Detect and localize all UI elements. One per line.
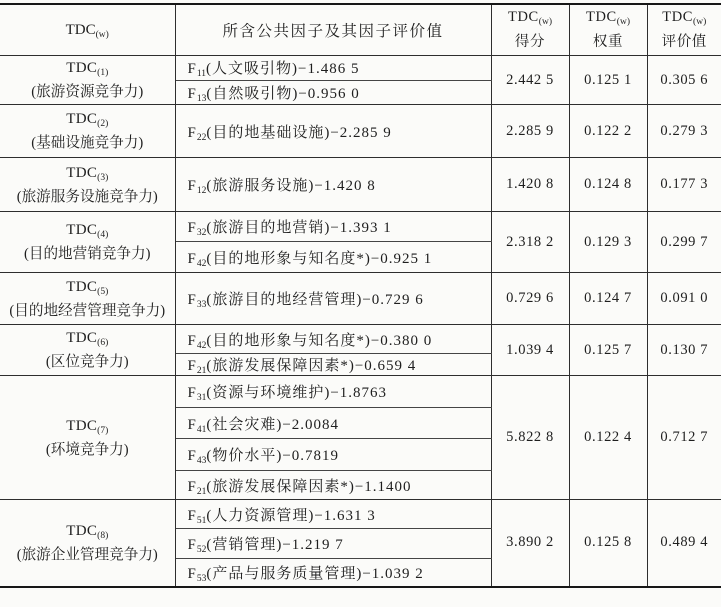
factor-text: (物价水平)−0.7819 — [206, 448, 340, 464]
factor-text: (资源与环境维护)−1.8763 — [206, 385, 388, 401]
group-id: $TDC_{(2)}$ — [66, 111, 109, 129]
factor-cell — [175, 56, 491, 81]
group-id: $TDC_{(5)}$ — [66, 278, 109, 297]
factor-code: $F_{43}$ — [187, 448, 207, 466]
group-2-label — [0, 105, 175, 158]
factor-code: $F_{53}$ — [187, 565, 207, 584]
factor-text: (营销管理)−1.219 7 — [206, 537, 344, 553]
group-id: $TDC_{(6)}$ — [66, 330, 109, 348]
factor-text: (目的地形象与知名度*)−0.925 1 — [206, 250, 433, 267]
header-score — [491, 4, 569, 56]
table-row — [0, 500, 721, 529]
group-4-weight: 0.129 3 — [569, 212, 647, 273]
group-name: (基础设施竞争力) — [31, 135, 144, 151]
header-eval — [647, 4, 721, 56]
factor-text: (旅游目的地营销)−1.393 1 — [206, 220, 392, 236]
factor-cell — [175, 80, 491, 105]
table-row — [0, 56, 721, 81]
group-7-eval: 0.712 7 — [647, 376, 721, 500]
group-3-weight: 0.124 8 — [569, 158, 647, 212]
group-2-score: 2.285 9 — [491, 105, 569, 158]
factor-text: (旅游发展保障因素*)−0.659 4 — [206, 358, 417, 374]
factor-cell — [175, 242, 491, 273]
factor-text: (社会灾难)−2.0084 — [206, 416, 340, 433]
factor-code: $F_{22}$ — [187, 124, 207, 143]
factor-code: $F_{32}$ — [187, 220, 207, 238]
group-name: (旅游企业管理竞争力) — [16, 546, 158, 563]
factor-cell — [175, 500, 491, 529]
group-id: $TDC_{(8)}$ — [66, 522, 109, 541]
factor-code: $F_{21}$ — [187, 358, 207, 376]
group-3-eval: 0.177 3 — [647, 158, 721, 212]
group-id: $TDC_{(1)}$ — [66, 60, 109, 78]
factor-text: (目的地基础设施)−2.285 9 — [206, 124, 392, 141]
group-id: $TDC_{(4)}$ — [66, 222, 109, 240]
factor-code: $F_{42}$ — [187, 250, 207, 269]
header-eval-line2: 评价值 — [661, 34, 707, 50]
table-row — [0, 325, 721, 354]
header-weight-line2: 权重 — [592, 34, 624, 50]
group-5-label — [0, 273, 175, 325]
group-7-label — [0, 376, 175, 500]
factor-code: $F_{52}$ — [187, 537, 207, 555]
group-6-score: 1.039 4 — [491, 325, 569, 376]
group-5-weight: 0.124 7 — [569, 273, 647, 325]
factor-cell — [175, 105, 491, 158]
header-weight — [569, 4, 647, 56]
table-row — [0, 376, 721, 408]
factor-cell — [175, 529, 491, 559]
factor-code: $F_{12}$ — [187, 178, 207, 196]
group-name: (旅游服务设施竞争力) — [16, 188, 158, 205]
factor-code: $F_{42}$ — [187, 332, 207, 351]
group-5-eval: 0.091 0 — [647, 273, 721, 325]
group-1-score: 2.442 5 — [491, 56, 569, 105]
factor-text: (旅游服务设施)−1.420 8 — [206, 178, 376, 194]
factor-code: $F_{41}$ — [187, 416, 207, 435]
tdc-factor-table — [0, 3, 721, 588]
factor-cell — [175, 408, 491, 439]
group-name: (旅游资源竞争力) — [31, 84, 144, 100]
header-factors: 所含公共因子及其因子评价值 — [175, 4, 491, 56]
group-id: $TDC_{(3)}$ — [66, 164, 109, 183]
group-4-eval: 0.299 7 — [647, 212, 721, 273]
factor-cell — [175, 471, 491, 500]
factor-text: (人力资源管理)−1.631 3 — [206, 507, 376, 524]
group-name: (目的地营销竞争力) — [24, 246, 151, 262]
factor-cell — [175, 273, 491, 325]
group-7-weight: 0.122 4 — [569, 376, 647, 500]
group-6-weight: 0.125 7 — [569, 325, 647, 376]
factor-cell — [175, 559, 491, 587]
header-tdc-w — [0, 4, 175, 56]
group-3-score: 1.420 8 — [491, 158, 569, 212]
header-eval-line1: $TDC_{(w)}$ — [662, 9, 707, 27]
group-1-label — [0, 56, 175, 105]
group-5-score: 0.729 6 — [491, 273, 569, 325]
factor-cell — [175, 212, 491, 242]
group-4-score: 2.318 2 — [491, 212, 569, 273]
group-8-eval: 0.489 4 — [647, 500, 721, 587]
group-2-weight: 0.122 2 — [569, 105, 647, 158]
header-row — [0, 4, 721, 56]
header-score-line1: $TDC_{(w)}$ — [507, 9, 552, 27]
group-name: (区位竞争力) — [45, 354, 129, 370]
factor-code: $F_{51}$ — [187, 507, 207, 526]
group-6-eval: 0.130 7 — [647, 325, 721, 376]
factor-cell — [175, 325, 491, 354]
group-8-label — [0, 500, 175, 587]
group-2-eval: 0.279 3 — [647, 105, 721, 158]
factor-cell — [175, 376, 491, 408]
tdc-label: TDC — [65, 21, 96, 38]
factor-code: $F_{33}$ — [187, 292, 207, 310]
group-1-weight: 0.125 1 — [569, 56, 647, 105]
group-name: (环境竞争力) — [45, 441, 129, 458]
factor-cell — [175, 158, 491, 212]
table-row — [0, 105, 721, 158]
factor-text: (产品与服务质量管理)−1.039 2 — [206, 565, 424, 582]
table-row — [0, 273, 721, 325]
factor-cell — [175, 354, 491, 376]
group-3-label — [0, 158, 175, 212]
factor-code: $F_{31}$ — [187, 385, 207, 403]
group-1-eval: 0.305 6 — [647, 56, 721, 105]
group-4-label — [0, 212, 175, 273]
factor-code: $F_{13}$ — [187, 85, 207, 104]
table-row — [0, 158, 721, 212]
factor-code: $F_{11}$ — [187, 61, 206, 80]
factor-text: (旅游目的地经营管理)−0.729 6 — [206, 292, 424, 308]
tdc-subscript: (w) — [95, 29, 109, 40]
group-7-score: 5.822 8 — [491, 376, 569, 500]
factor-text: (目的地形象与知名度*)−0.380 0 — [206, 332, 433, 349]
header-score-line2: 得分 — [514, 34, 546, 50]
factor-code: $F_{21}$ — [187, 478, 207, 497]
factor-cell — [175, 439, 491, 471]
header-weight-line1: $TDC_{(w)}$ — [585, 9, 630, 27]
factor-text: (旅游发展保障因素*)−1.1400 — [206, 478, 412, 495]
table-row — [0, 212, 721, 242]
group-name: (目的地经营管理竞争力) — [9, 302, 166, 319]
factor-text: (人文吸引物)−1.486 5 — [206, 61, 360, 78]
group-id: $TDC_{(7)}$ — [66, 417, 109, 436]
factor-text: (自然吸引物)−0.956 0 — [206, 85, 360, 102]
group-8-score: 3.890 2 — [491, 500, 569, 587]
group-8-weight: 0.125 8 — [569, 500, 647, 587]
group-6-label — [0, 325, 175, 376]
